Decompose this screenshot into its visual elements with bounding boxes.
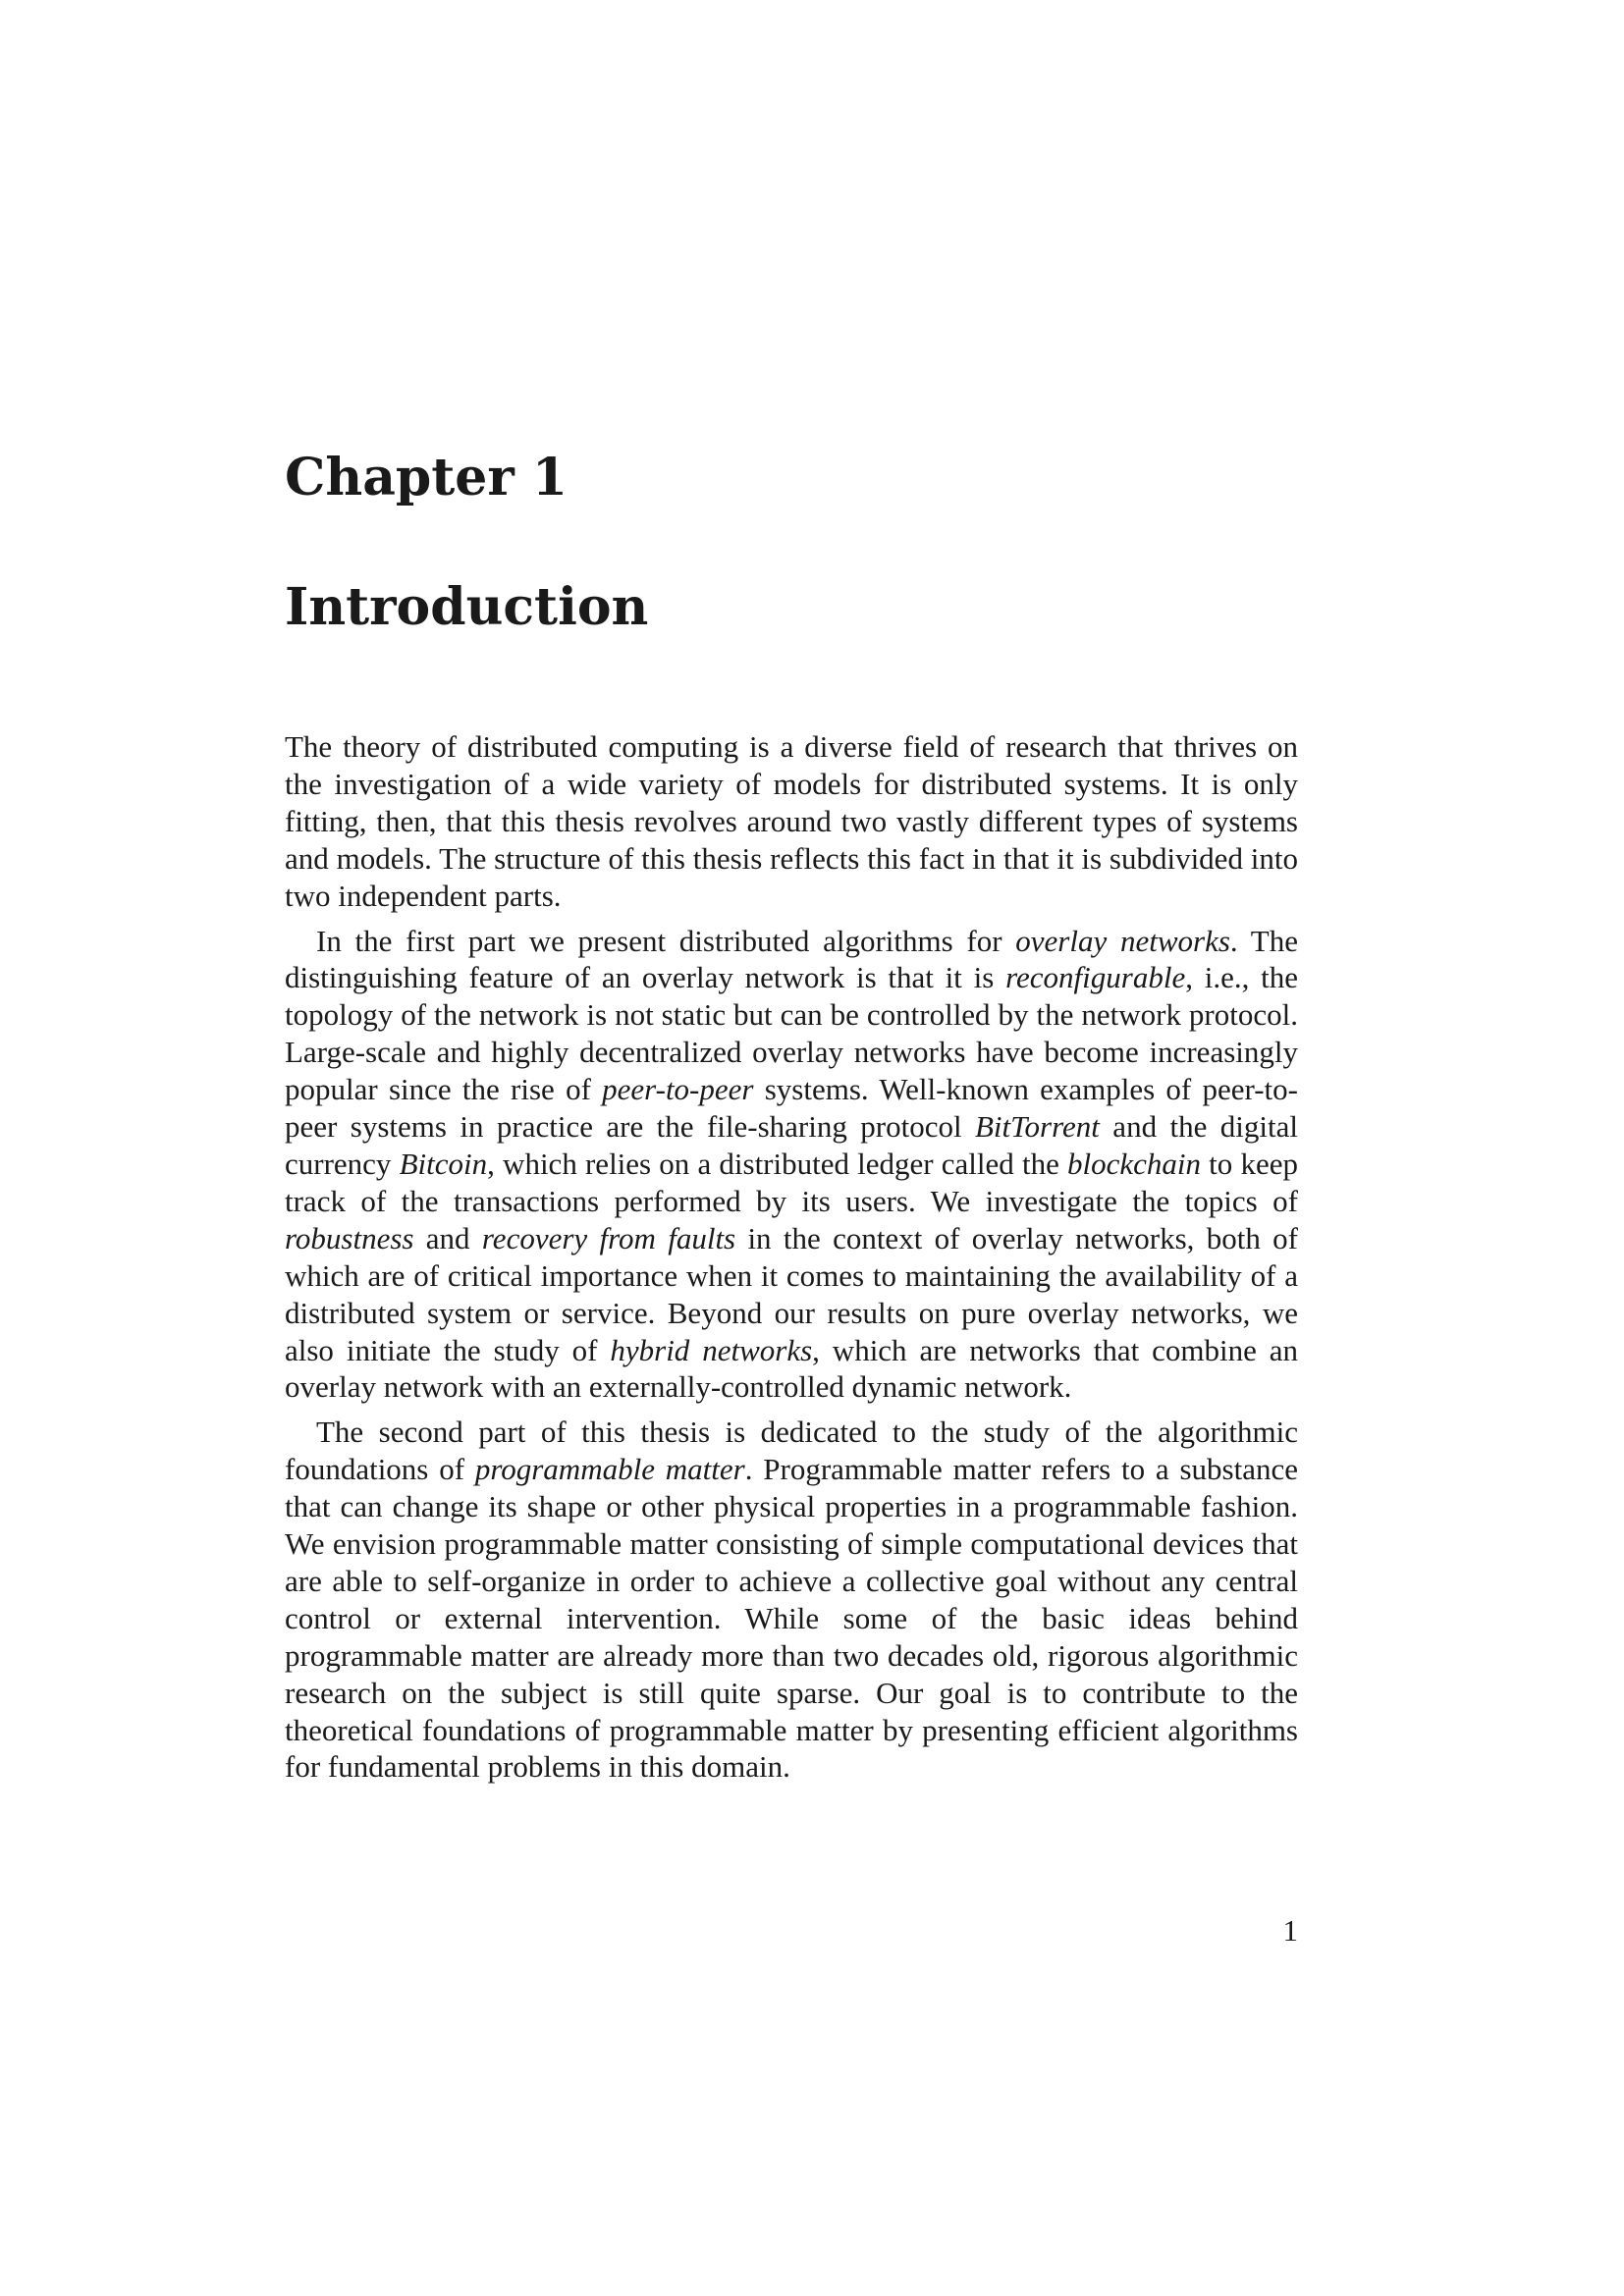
term-blockchain: blockchain — [1067, 1146, 1202, 1181]
paragraph-overlay-networks — [285, 923, 1298, 1407]
term-hybrid-networks: hybrid networks — [610, 1332, 813, 1367]
page-number: 1 — [1282, 1913, 1298, 1948]
term-overlay-networks: overlay networks — [1015, 923, 1230, 958]
text-run: , i.e., the topology of the network is not static but can be controlled by the network protocol. Large-scale and highly decentralized overlay networks have become increasingly popular since the rise of — [285, 960, 1298, 1107]
text-run: and the digital currency — [285, 1109, 1298, 1181]
term-bitcoin: Bitcoin — [399, 1146, 488, 1181]
text-run: , which are networks that combine an overlay network with an externally-controlled dynamic network. — [285, 1332, 1299, 1405]
text-run: . The distinguishing feature of an overlay network is that it is — [285, 923, 1298, 995]
text-run: The theory of distributed computing is a diverse field of research that thrives on the investigation of a wide variety of models for distributed systems. It is only fitting, then, that this thesis revolves around two vastly different types of systems and models. The structure of this thesis reflects this fact in that it is subdivided into two independent parts. — [285, 729, 1298, 913]
body-text — [285, 728, 1298, 1786]
term-peer-to-peer: peer-to-peer — [602, 1072, 754, 1107]
text-run: in the context of overlay networks, both of which are of critical importance when it comes to maintaining the availability of a distributed system or service. Beyond our results on pure overlay networks, we also initiate the study of — [285, 1220, 1299, 1367]
term-programmable-matter: programmable matter — [474, 1452, 745, 1487]
text-run: The second part of this thesis is dedicated to the study of the algorithmic foundations of — [285, 1415, 1298, 1487]
text-run: to keep track of the transactions performed by its users. We investigate the topics of — [285, 1146, 1298, 1218]
chapter-title: Introduction — [285, 577, 649, 637]
term-recovery-from-faults: recovery from faults — [481, 1220, 736, 1255]
term-reconfigurable: reconfigurable — [1005, 960, 1186, 995]
text-run: In the first part we present distributed algorithms for — [316, 923, 1016, 958]
text-run: and — [413, 1220, 482, 1255]
paragraph-intro — [285, 728, 1298, 915]
text-run: . Programmable matter refers to a substance that can change its shape or other physical properties in a programmable fashion. We envision programmable matter consisting of simple computational devices that are able to self-organize in order to achieve a collective goal without any central control or external intervention. While some of the basic ideas behind programmable matter are already more than two decades old, rigorous algorithmic research on the subject is still quite sparse. Our goal is to contribute to the theoretical foundations of programmable matter by presenting efficient algorithms for fundamental problems in this domain. — [285, 1452, 1298, 1785]
chapter-label: Chapter 1 — [285, 448, 568, 507]
text-run: , which relies on a distributed ledger called the — [487, 1146, 1067, 1181]
term-bittorrent: BitTorrent — [974, 1109, 1100, 1145]
text-run: systems. Well-known examples of peer-to-peer systems in practice are the file-sharing protocol — [285, 1072, 1298, 1145]
paragraph-programmable-matter — [285, 1414, 1298, 1786]
term-robustness: robustness — [285, 1220, 414, 1255]
